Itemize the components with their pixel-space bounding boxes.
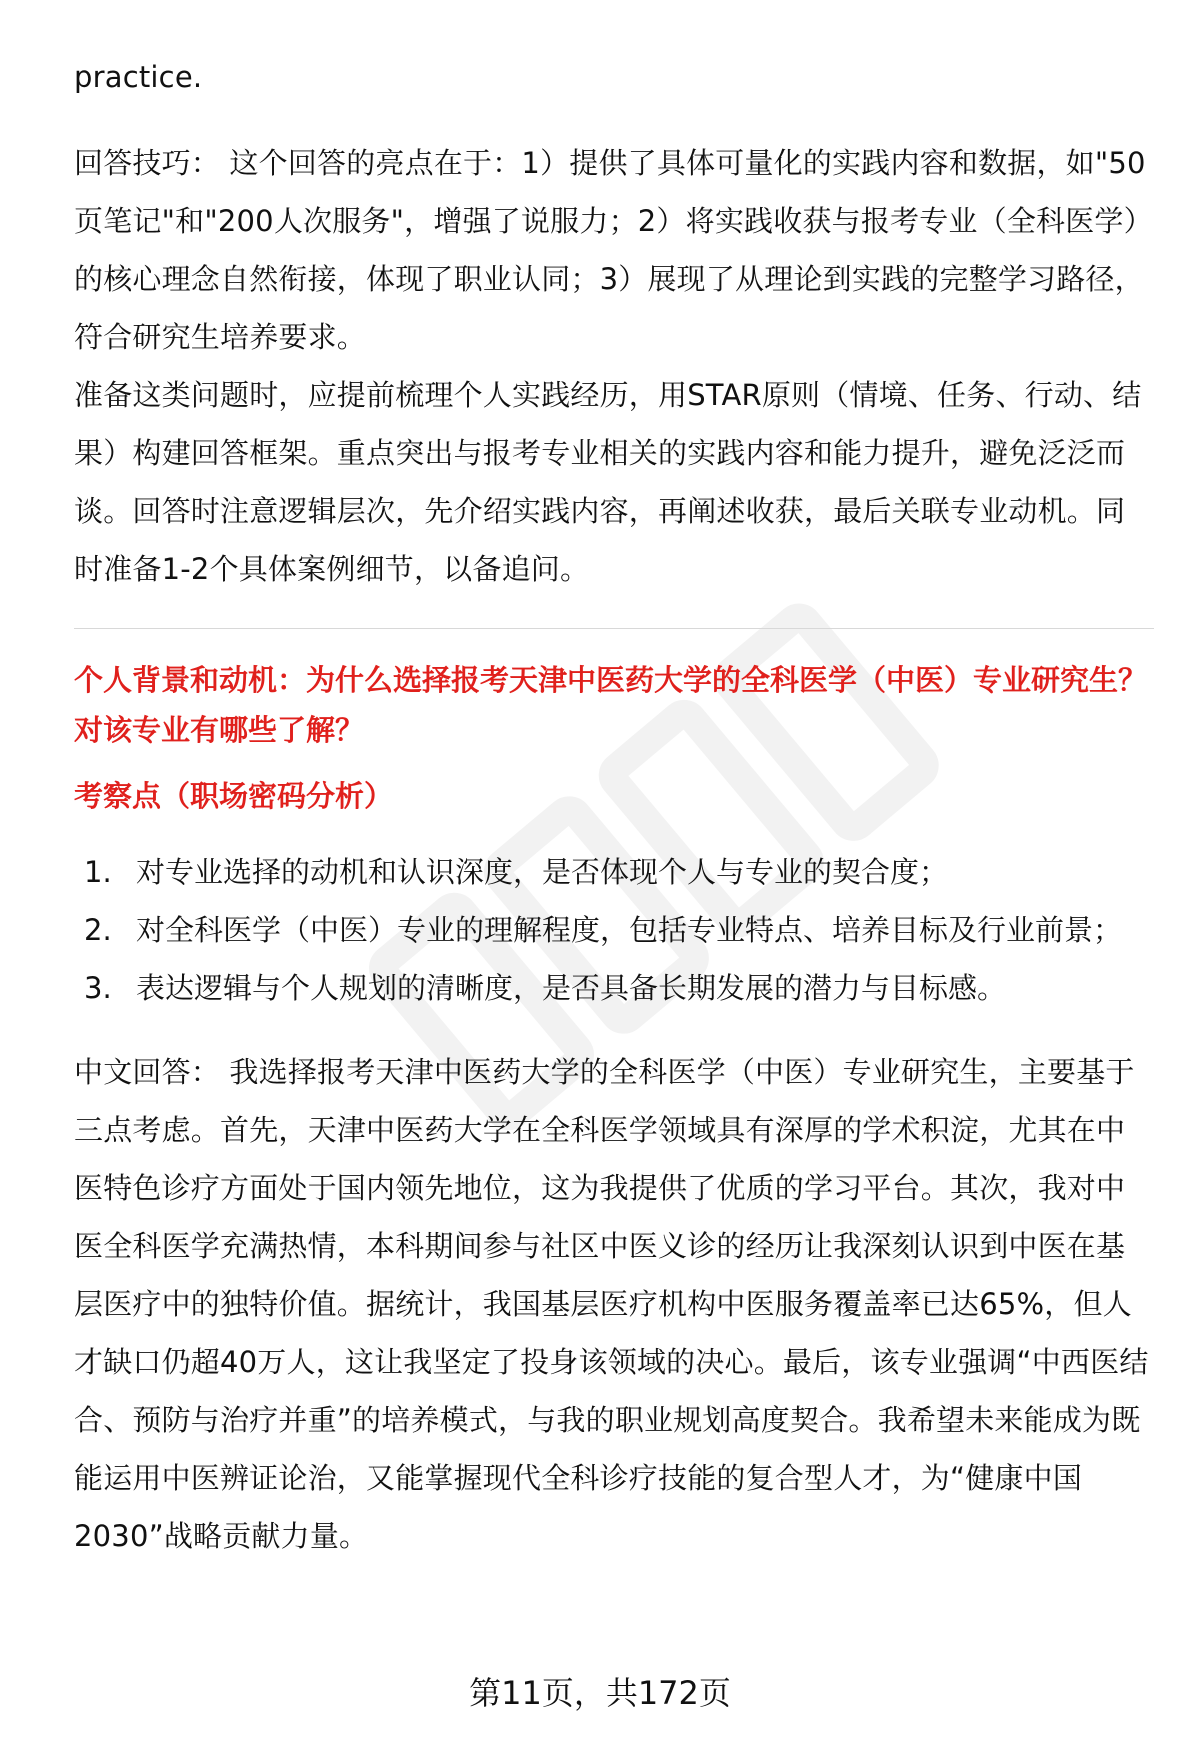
list-item-text: 表达逻辑与个人规划的清晰度，是否具备长期发展的潜力与目标感。 xyxy=(136,971,1007,1005)
main-content xyxy=(74,52,1154,1565)
list-item xyxy=(74,959,1154,1017)
chinese-answer-paragraph: 中文回答： 我选择报考天津中医药大学的全科医学（中医）专业研究生，主要基于三点考虑。首先，天津中医药大学在全科医学领域具有深厚的学术积淀，尤其在中医特色诊疗方面处于国内领先地位，这为我提供了优质的学习平台。其次，我对中医全科医学充满热情，本科期间参与社区中医义诊的经历让我深刻认识到中医在基层医疗中的独特价值。据统计，我国基层医疗机构中医服务覆盖率已达65%，但人才缺口仍超40万人，这让我坚定了投身该领域的决心。最后，该专业强调“中西医结合、预防与治疗并重”的培养模式，与我的职业规划高度契合。我希望未来能成为既能运用中医辨证论治，又能掌握现代全科诊疗技能的复合型人才，为“健康中国2030”战略贡献力量。 xyxy=(74,1055,1149,1553)
carryover-text: practice. xyxy=(74,60,203,94)
page-number: 第11页，共172页 xyxy=(469,1674,731,1712)
question-title: 个人背景和动机：为什么选择报考天津中医药大学的全科医学（中医）专业研究生？对该专业有哪些了解？ xyxy=(74,663,1148,747)
assessment-points-heading: 考察点（职场密码分析） xyxy=(74,779,394,813)
list-item-text: 对专业选择的动机和认识深度，是否体现个人与专业的契合度； xyxy=(136,855,949,889)
assessment-points-list xyxy=(74,843,1154,1017)
answer-tips-paragraph: 回答技巧： 这个回答的亮点在于：1）提供了具体可量化的实践内容和数据，如"50页笔记"和"200人次服务"，增强了说服力；2）将实践收获与报考专业（全科医学）的核心理念自然衔接，体现了职业认同；3）展现了从理论到实践的完整学习路径，符合研究生培养要求。 xyxy=(74,146,1153,354)
list-number: 1. xyxy=(84,855,112,889)
list-item xyxy=(74,843,1154,901)
list-item-text: 对全科医学（中医）专业的理解程度，包括专业特点、培养目标及行业前景； xyxy=(136,913,1123,947)
preparation-advice-paragraph: 准备这类问题时，应提前梳理个人实践经历，用STAR原则（情境、任务、行动、结果）构建回答框架。重点突出与报考专业相关的实践内容和能力提升，避免泛泛而谈。回答时注意逻辑层次，先介绍实践内容，再阐述收获，最后关联专业动机。同时准备1-2个具体案例细节，以备追问。 xyxy=(74,378,1142,586)
list-number: 2. xyxy=(84,913,112,947)
list-item xyxy=(74,901,1154,959)
list-number: 3. xyxy=(84,971,112,1005)
